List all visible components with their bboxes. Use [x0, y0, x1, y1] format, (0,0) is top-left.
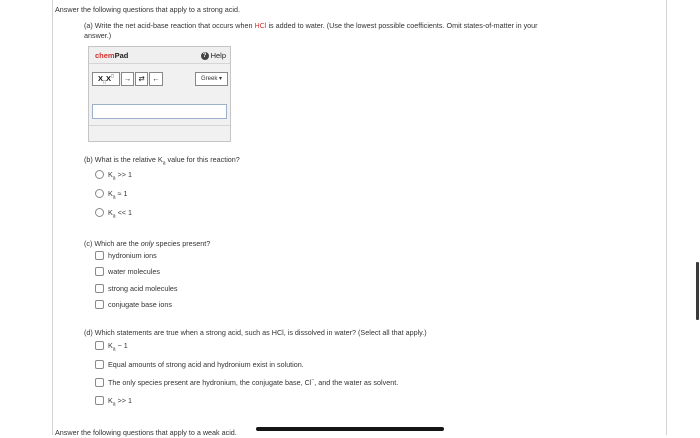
intro-text: Answer the following questions that apply to a strong acid.	[55, 5, 240, 14]
part-d-question: (d) Which statements are true when a strong acid, such as HCl, is dissolved in water? (Select all that apply.)	[84, 328, 427, 337]
chempad-widget	[88, 46, 231, 142]
equal-amounts-checkbox[interactable]	[95, 360, 104, 369]
ka-much-greater-radio[interactable]	[95, 170, 104, 179]
only-species-statement: The only species present are hydronium, the conjugate base, Cl−, and the water as solvent.	[108, 377, 399, 387]
horizontal-scroll-indicator[interactable]	[256, 427, 444, 431]
part-c-question: (c) Which are the only species present?	[84, 239, 211, 248]
hcl-highlight: HCl	[254, 21, 267, 30]
only-species-checkbox[interactable]	[95, 378, 104, 387]
conjugate-base-ions-checkbox[interactable]	[95, 300, 104, 309]
part-b-question: (b) What is the relative $K_a$ value for this reaction?	[84, 155, 240, 167]
reaction-arrow-button[interactable]: →	[121, 72, 134, 86]
ka-approx-one-statement: $K_a$ ~ 1	[108, 341, 128, 353]
water-molecules-label: water molecules	[108, 267, 160, 276]
hydronium-ions-label: hydronium ions	[108, 251, 157, 260]
chempad-header	[89, 47, 230, 64]
equal-amounts-statement: Equal amounts of strong acid and hydronium exist in solution.	[108, 360, 304, 369]
chempad-divider	[89, 125, 230, 126]
subscript-superscript-button[interactable]: $X_□X^□$	[92, 72, 120, 86]
ka-approx-one-label: $K_a \approx 1$	[108, 189, 128, 201]
undo-arrow-button[interactable]: ←	[149, 72, 163, 86]
chempad-toolbar	[92, 72, 164, 86]
strong-acid-molecules-label: strong acid molecules	[108, 284, 178, 293]
part-a-question: (a) Write the net acid-base reaction that occurs when HCl is added to water. (Use the lowest possible coefficients. Omit states-of-matter in your	[84, 21, 538, 30]
help-icon: ?	[201, 52, 209, 60]
chempad-brand: chemPad	[95, 51, 129, 60]
ka-much-greater-checkbox[interactable]	[95, 396, 104, 405]
strong-acid-molecules-checkbox[interactable]	[95, 284, 104, 293]
vertical-scrollbar[interactable]	[696, 262, 699, 320]
hydronium-ions-checkbox[interactable]	[95, 251, 104, 260]
greek-dropdown[interactable]: Greek ▾	[195, 72, 228, 86]
equilibrium-arrow-button[interactable]: ⇄	[135, 72, 148, 86]
water-molecules-checkbox[interactable]	[95, 267, 104, 276]
ka-much-less-label: $K_a << 1$	[108, 208, 132, 220]
ka-approx-one-checkbox[interactable]	[95, 341, 104, 350]
chempad-input[interactable]	[92, 104, 227, 119]
ka-much-greater-statement: $K_a >> 1$	[108, 396, 132, 408]
help-button[interactable]: ? Help	[201, 51, 226, 60]
ka-approx-one-radio[interactable]	[95, 189, 104, 198]
conjugate-base-ions-label: conjugate base ions	[108, 300, 172, 309]
next-question-intro: Answer the following questions that apply to a weak acid.	[55, 428, 237, 437]
ka-much-less-radio[interactable]	[95, 208, 104, 217]
part-a-question-cont: answer.)	[84, 31, 112, 40]
ka-much-greater-label: $K_a >> 1$	[108, 170, 132, 182]
